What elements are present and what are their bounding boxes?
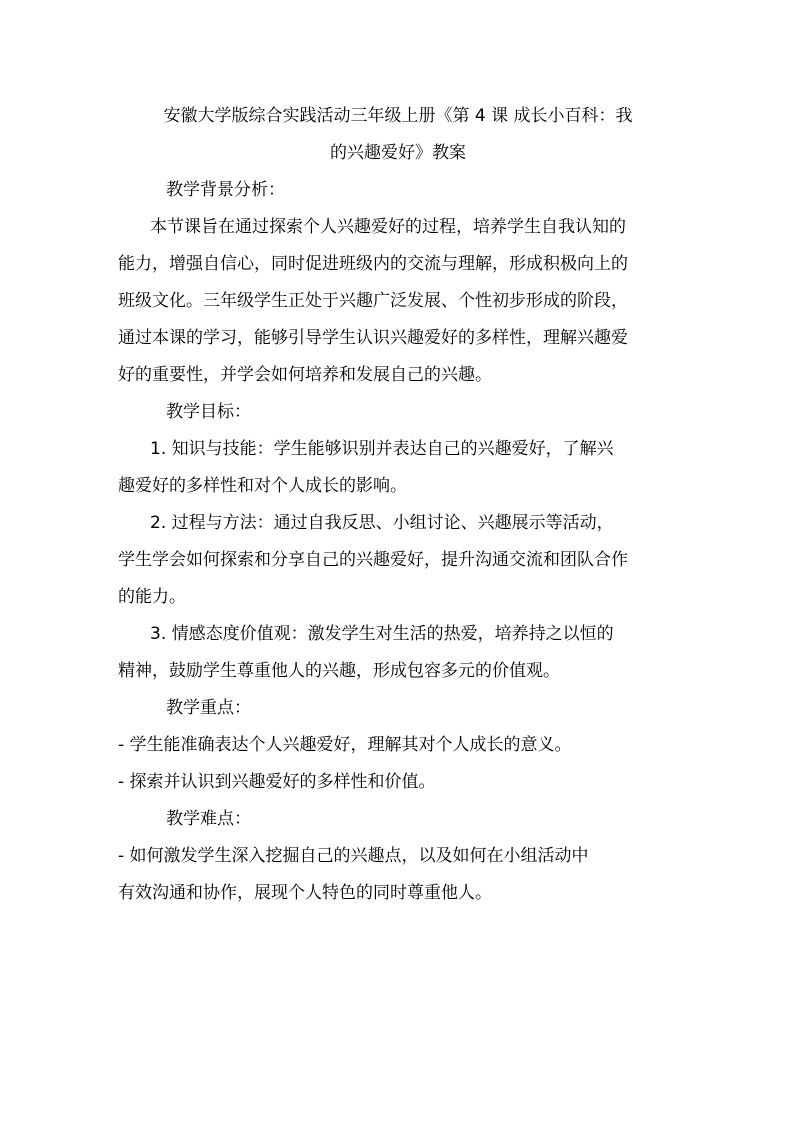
background-paragraph — [118, 209, 678, 394]
document-title-line-1: 安徽大学版综合实践活动三年级上册《第 4 课 成长小百科：我 — [163, 106, 633, 126]
difficulty-line-2: 有效沟通和协作，展现个人特色的同时尊重他人。 — [118, 883, 492, 903]
document-page — [118, 98, 678, 912]
objective-3-line-1: 3. 情感态度价值观：激发学生对生活的热爱，培养持之以恒的 — [150, 624, 614, 644]
objective-1-line-1: 1. 知识与技能：学生能够识别并表达自己的兴趣爱好，了解兴 — [150, 439, 614, 459]
objective-2-line-2: 学生学会如何探索和分享自己的兴趣爱好，提升沟通交流和团队合作 — [118, 550, 628, 570]
background-heading: 教学背景分析： — [166, 180, 285, 200]
difficulty-paragraph — [118, 838, 678, 912]
background-line-1: 本节课旨在通过探索个人兴趣爱好的过程，培养学生自我认知的 — [150, 217, 626, 237]
objective-2-line-1: 2. 过程与方法：通过自我反思、小组讨论、兴趣展示等活动， — [150, 513, 614, 533]
document-title-line-2: 的兴趣爱好》教案 — [330, 143, 466, 163]
objective-1 — [118, 431, 678, 505]
key-point-1: - 学生能准确表达个人兴趣爱好，理解其对个人成长的意义。 — [118, 735, 572, 755]
key-points-heading: 教学重点： — [166, 698, 251, 718]
background-line-2: 能力，增强自信心，同时促进班级内的交流与理解，形成积极向上的 — [118, 254, 628, 274]
objective-1-line-2: 趣爱好的多样性和对个人成长的影响。 — [118, 476, 407, 496]
objective-2 — [118, 505, 678, 616]
difficulty-line-1: - 如何激发学生深入挖掘自己的兴趣点，以及如何在小组活动中 — [118, 846, 589, 866]
background-line-3: 班级文化。三年级学生正处于兴趣广泛发展、个性初步形成的阶段， — [118, 291, 628, 311]
objectives-heading: 教学目标： — [166, 402, 251, 422]
background-line-5: 好的重要性，并学会如何培养和发展自己的兴趣。 — [118, 365, 492, 385]
key-point-2: - 探索并认识到兴趣爱好的多样性和价值。 — [118, 772, 436, 792]
objective-2-line-3: 的能力。 — [118, 587, 186, 607]
objective-3-line-2: 精神，鼓励学生尊重他人的兴趣，形成包容多元的价值观。 — [118, 661, 560, 681]
difficulties-heading: 教学难点： — [166, 809, 251, 829]
objective-3 — [118, 616, 678, 690]
background-line-4: 通过本课的学习，能够引导学生认识兴趣爱好的多样性，理解兴趣爱 — [118, 328, 628, 348]
